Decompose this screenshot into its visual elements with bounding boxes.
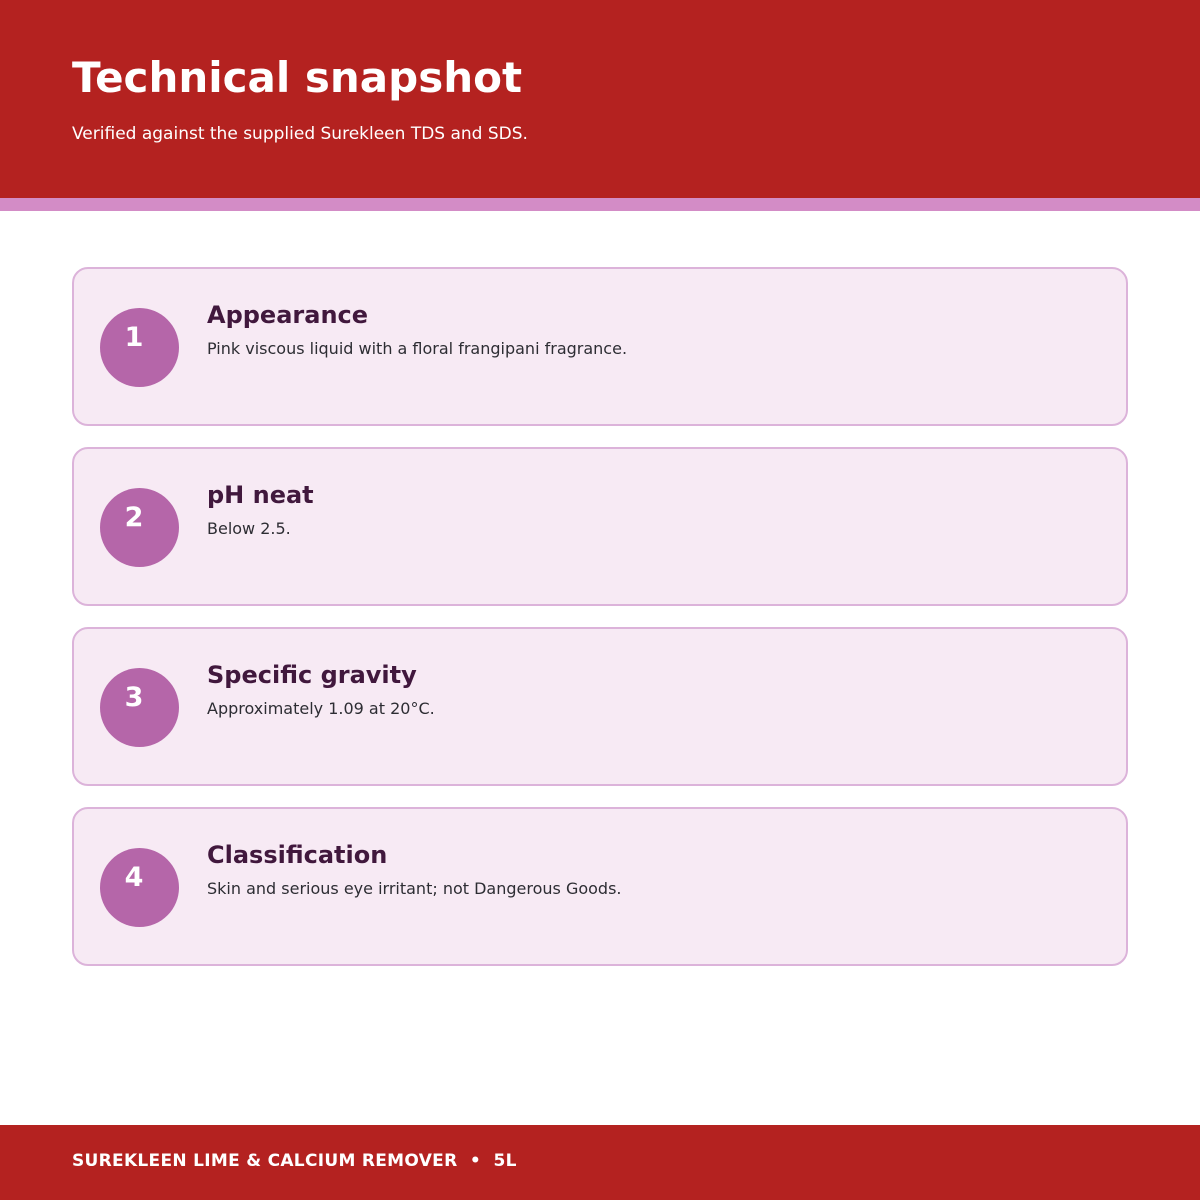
header-banner (0, 0, 1200, 198)
spec-text: Skin and serious eye irritant; not Dangerous Goods. (207, 879, 622, 898)
spec-card-appearance (72, 267, 1128, 426)
spec-title: Specific gravity (207, 661, 417, 689)
spec-text: Approximately 1.09 at 20°C. (207, 699, 435, 718)
spec-title: pH neat (207, 481, 314, 509)
spec-text: Pink viscous liquid with a floral frangipani fragrance. (207, 339, 628, 358)
number-badge (100, 668, 179, 747)
number-badge (100, 488, 179, 567)
spec-card-ph (72, 447, 1128, 606)
spec-title: Appearance (207, 301, 369, 329)
spec-card-classification (72, 807, 1128, 966)
spec-title: Classification (207, 841, 388, 869)
spec-list (72, 267, 1128, 987)
footer-banner (0, 1125, 1200, 1200)
number-badge (100, 848, 179, 927)
spec-text: Below 2.5. (207, 519, 291, 538)
number-badge (100, 308, 179, 387)
badge-number: 3 (124, 682, 144, 713)
badge-number: 4 (124, 862, 144, 893)
header-accent-stripe (0, 198, 1200, 211)
badge-number: 2 (124, 502, 144, 533)
page-title: Technical snapshot (72, 53, 523, 102)
spec-card-specific-gravity (72, 627, 1128, 786)
page-subtitle: Verified against the supplied Surekleen TDS and SDS. (72, 124, 528, 144)
badge-number: 1 (124, 322, 144, 353)
footer-product-name: SUREKLEEN LIME & CALCIUM REMOVER • 5L (72, 1151, 517, 1171)
